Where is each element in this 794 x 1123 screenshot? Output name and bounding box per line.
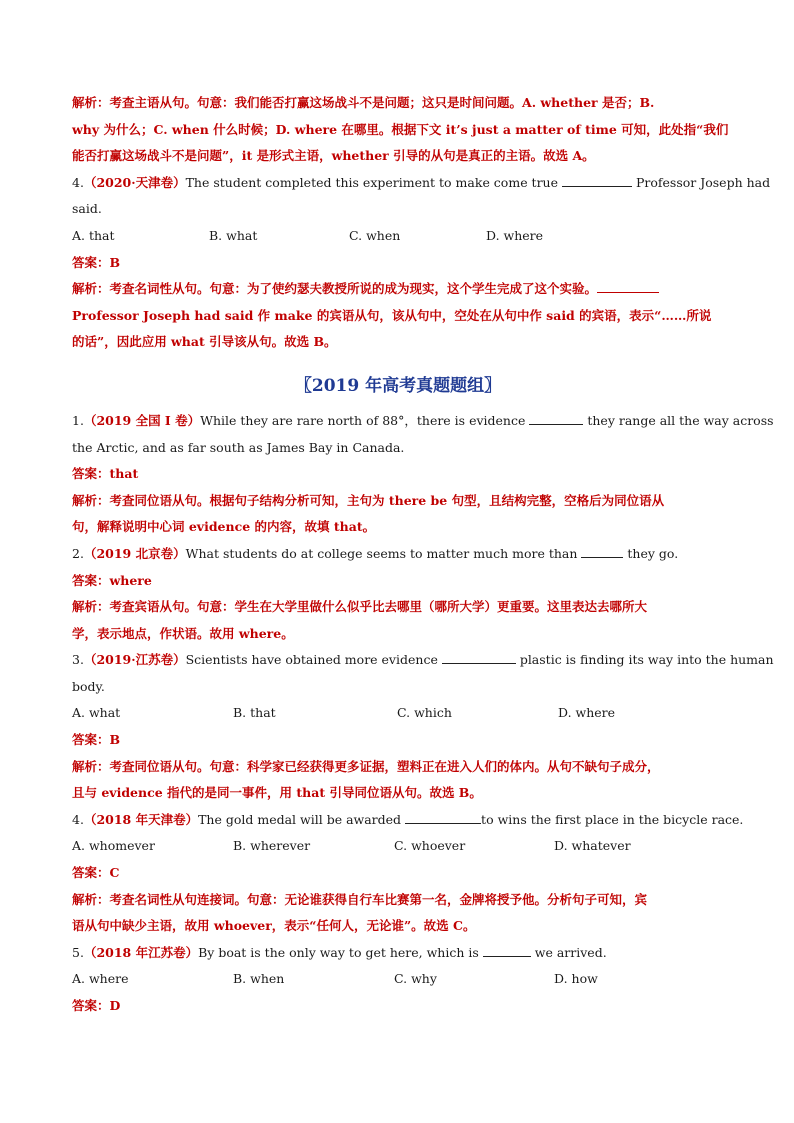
analysis-line: Professor Joseph had said 作 make 的宾语从句，该从句中，空处在从句中作 said 的宾语，表示“……所说	[72, 307, 712, 323]
question-text: they go.	[627, 545, 679, 561]
question-number: 2.	[72, 545, 84, 561]
question-text: Professor Joseph had	[635, 174, 771, 190]
question-text-cont: the Arctic, and as far south as James Bay in Canada.	[72, 439, 405, 455]
answer-line: 答案：where	[72, 572, 152, 588]
option-c: C. why	[394, 971, 437, 987]
options-row	[72, 223, 724, 250]
question-5	[72, 940, 724, 967]
question-text-cont: body.	[72, 678, 105, 694]
question-4-2018	[72, 807, 744, 834]
question-number: 5.	[72, 944, 84, 960]
question-number: 3.	[72, 652, 84, 668]
option-c: C. when	[349, 227, 401, 243]
answer-blank	[597, 279, 659, 293]
option-d: D. how	[554, 971, 598, 987]
question-source: （2018 年江苏卷）	[83, 944, 199, 960]
option-d: D. whatever	[554, 838, 631, 854]
option-b: B. that	[233, 705, 276, 721]
analysis-line	[72, 276, 724, 303]
analysis-line: 能否打赢这场战斗不是问题”，it 是形式主语，whether 引导的从句是真正的主语。故选 A。	[72, 148, 595, 164]
question-text-cont: said.	[72, 201, 102, 217]
analysis-line: 的话”，因此应用 what 引导该从句。故选 B。	[72, 334, 337, 350]
answer-line: 答案：that	[72, 466, 139, 482]
question-text: Scientists have obtained more evidence	[185, 652, 438, 668]
option-b: B. wherever	[233, 838, 311, 854]
analysis-line: 句，解释说明中心词 evidence 的内容，故填 that。	[72, 519, 376, 535]
question-1	[72, 408, 774, 435]
answer-line: 答案：D	[72, 998, 121, 1013]
question-text: they range all the way across	[587, 412, 774, 428]
answer-blank	[529, 411, 583, 425]
option-a: A. what	[72, 705, 121, 721]
analysis-line: why 为什么；C. when 什么时候；D. where 在哪里。根据下文 it’s just a matter of time 可知，此处指“我们	[72, 121, 729, 137]
question-3	[72, 647, 774, 674]
answer-line: 答案：C	[72, 865, 120, 881]
analysis-line: 解析：考查主语从句。句意：我们能否打赢这场战斗不是问题；这只是时间问题。A. whether 是否；B.	[72, 95, 655, 110]
question-text: The gold medal will be awarded	[198, 811, 402, 827]
option-a: A. where	[72, 971, 129, 987]
question-text: The student completed this experiment to make come true	[185, 174, 559, 190]
question-source: （2019·江苏卷）	[83, 652, 186, 668]
question-text: to wins the first place in the bicycle race.	[481, 811, 744, 827]
question-number: 4.	[72, 174, 84, 190]
section-heading: 〖2019 年高考真题题组〗	[294, 375, 502, 396]
question-4-2020	[72, 170, 771, 197]
analysis-line: 解析：考查名词性从句连接词。句意：无论谁获得自行车比赛第一名，金牌将授予他。分析句子可知，宾	[72, 891, 648, 907]
document-page	[72, 90, 774, 1020]
question-source: （2020·天津卷）	[83, 174, 186, 190]
option-d: D. where	[486, 227, 544, 243]
options-row	[72, 833, 724, 860]
option-b: B. what	[209, 227, 258, 243]
question-text: What students do at college seems to matter much more than	[185, 545, 578, 561]
analysis-line: 解析：考查同位语从句。句意：科学家已经获得更多证据，塑料正在进入人们的体内。从句不缺句子成分，	[72, 758, 660, 774]
question-text: plastic is finding its way into the human	[519, 652, 774, 668]
question-number: 4.	[72, 811, 84, 827]
answer-line: 答案：B	[72, 732, 121, 748]
question-source: （2018 年天津卷）	[83, 811, 199, 827]
option-d: D. where	[558, 705, 616, 721]
option-b: B. when	[233, 971, 285, 987]
analysis-line: 语从句中缺少主语，故用 whoever，表示“任何人，无论谁”。故选 C。	[72, 918, 476, 934]
answer-blank	[483, 943, 531, 957]
analysis-line: 解析：考查宾语从句。句意：学生在大学里做什么似乎比去哪里（哪所大学）更重要。这里表达去哪所大	[72, 599, 648, 615]
answer-blank	[405, 810, 481, 824]
option-c: C. whoever	[394, 838, 466, 854]
question-number: 1.	[72, 412, 84, 428]
option-c: C. which	[397, 705, 452, 721]
answer-blank	[581, 544, 623, 558]
analysis-text: 解析：考查名词性从句。句意：为了使约瑟夫教授所说的成为现实，这个学生完成了这个实验。	[72, 281, 598, 297]
answer-blank	[562, 173, 632, 187]
option-a: A. whomever	[72, 838, 155, 854]
question-source: （2019 全国 I 卷）	[83, 412, 201, 428]
option-a: A. that	[72, 227, 115, 243]
options-row	[72, 700, 724, 727]
analysis-line: 且与 evidence 指代的是同一事件，用 that 引导同位语从句。故选 B。	[72, 785, 482, 801]
question-2	[72, 541, 724, 568]
question-text: we arrived.	[534, 944, 607, 960]
analysis-line: 学，表示地点，作状语。故用 where。	[72, 625, 294, 641]
question-text: By boat is the only way to get here, which is	[198, 944, 479, 960]
options-row	[72, 966, 724, 993]
answer-blank	[442, 650, 516, 664]
answer-line: 答案：B	[72, 254, 121, 270]
question-text: While they are rare north of 88°，there is evidence	[200, 412, 526, 428]
question-source: （2019 北京卷）	[83, 545, 186, 561]
analysis-line: 解析：考查同位语从句。根据句子结构分析可知，主句为 there be 句型，且结构完整，空格后为同位语从	[72, 492, 665, 508]
